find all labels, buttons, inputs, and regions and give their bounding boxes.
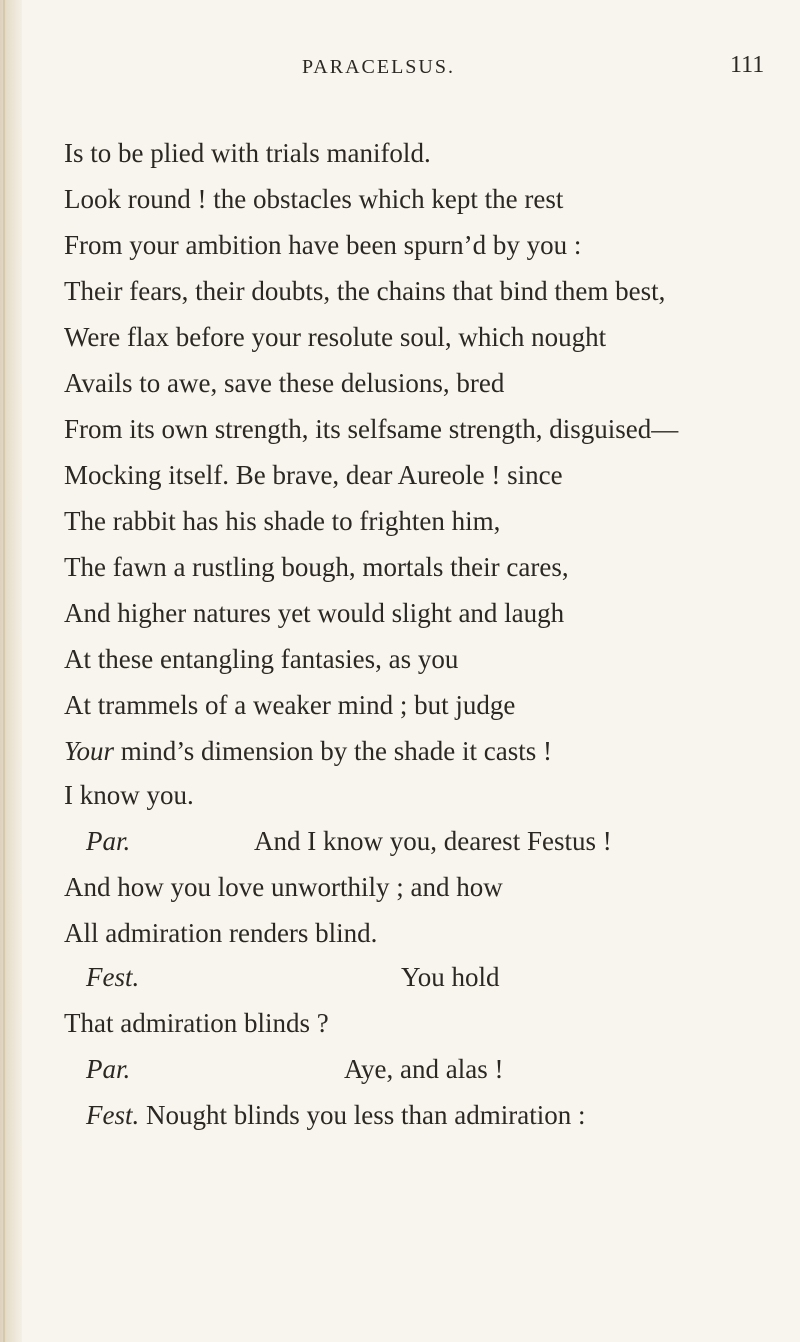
speaker-line-fest [86,957,500,997]
poem-line: From your ambition have been spurn’d by you : [64,230,582,260]
speaker-line-par [86,821,612,861]
poem-line: Were flax before your resolute soul, which nought [64,322,607,352]
poem-line: All admiration renders blind. [64,918,378,948]
poem-line: Is to be plied with trials manifold. [64,138,431,168]
speaker-line-par [86,1049,504,1089]
poem-line-rest: mind’s dimension by the shade it casts ! [114,736,552,766]
speech-text: Aye, and alas ! [344,1054,504,1084]
poem-line: The fawn a rustling bough, mortals their cares, [64,552,569,582]
speaker-label: Fest. [86,1100,140,1130]
poem-line: Avails to awe, save these delusions, bred [64,368,505,398]
poem-line: At these entangling fantasies, as you [64,644,459,674]
emphasis-word: Your [64,736,115,766]
speaker-label: Fest. [86,962,140,992]
poem-line: The rabbit has his shade to frighten him, [64,506,501,536]
poem-line: Look round ! the obstacles which kept the rest [64,184,564,214]
speech-text: And I know you, dearest Festus ! [254,826,612,856]
speaker-label: Par. [86,1054,131,1084]
running-title: PARACELSUS. [302,56,455,78]
page-number: 111 [730,52,765,78]
poem-line: At trammels of a weaker mind ; but judge [64,690,516,720]
poem-line: I know you. [64,780,194,810]
poem-line [64,731,552,771]
speech-text: Nought blinds you less than admiration : [146,1100,586,1130]
poem-line: From its own strength, its selfsame strength, disguised— [64,414,679,444]
poem-line: And how you love unworthily ; and how [64,872,503,902]
speech-text: You hold [401,962,500,992]
poem-line: Mocking itself. Be brave, dear Aureole ! since [64,460,563,490]
speaker-label: Par. [86,826,131,856]
speaker-line-fest [86,1095,585,1135]
poem-line: And higher natures yet would slight and laugh [64,598,565,628]
poem-line: That admiration blinds ? [64,1008,329,1038]
poem-line: Their fears, their doubts, the chains that bind them best, [64,276,666,306]
